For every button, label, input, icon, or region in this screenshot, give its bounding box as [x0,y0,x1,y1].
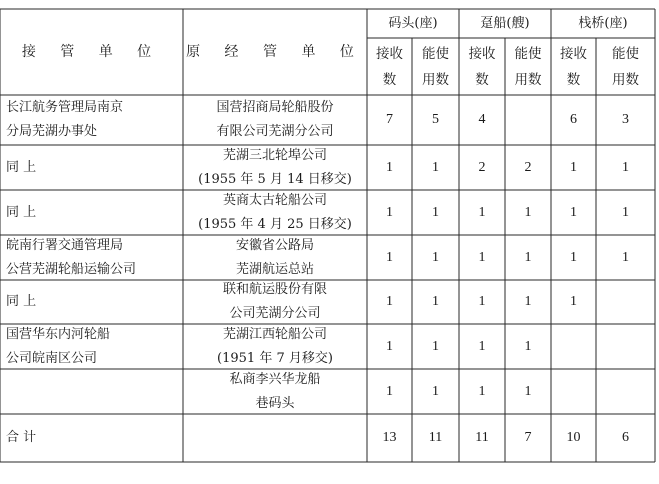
value-cell [596,280,655,324]
total-value [596,414,655,462]
total-value [505,414,551,462]
value-cell [367,145,412,190]
value-cell [551,280,596,324]
subheader-line: 接收 [560,45,587,62]
total-value-text: 7 [524,430,532,445]
value-cell [367,369,412,414]
value-cell [459,145,505,190]
value-cell [551,369,596,414]
value-text: 1 [478,249,486,265]
value-text: 1 [622,159,629,175]
receiver-cell [0,145,183,190]
original-line: 芜湖航运总站 [235,261,314,277]
receiver-cell [0,95,183,145]
value-cell [596,235,655,280]
value-cell [367,190,412,235]
value-cell [596,369,655,414]
value-cell [551,190,596,235]
subheader-usable [412,38,459,95]
value-cell [367,235,412,280]
value-text: 3 [622,112,629,127]
value-cell [551,324,596,369]
original-line: (1951 年 7 月移交) [217,350,333,366]
value-text: 1 [524,204,532,220]
value-cell [596,145,655,190]
value-cell [412,190,459,235]
subheader-line: 用数 [514,71,542,88]
value-text: 1 [622,204,629,220]
receiver-line: 公营芜湖轮船运输公司 [6,261,137,277]
value-cell [459,324,505,369]
value-text: 1 [478,204,486,220]
subheader-line: 接收 [376,45,403,62]
receiver-line: 分局芜湖办事处 [6,124,98,139]
receiver-line: 同 上 [6,204,37,220]
value-text: 2 [478,159,486,175]
total-value [459,414,505,462]
value-cell [459,280,505,324]
total-value [412,414,459,462]
value-cell [412,369,459,414]
header-receiver [0,9,183,95]
value-text: 1 [524,338,532,354]
value-text: 1 [570,249,577,265]
value-cell [505,280,551,324]
value-cell [459,190,505,235]
subheader-line: 能使 [514,45,542,62]
subheader-line: 接收 [468,45,496,62]
value-text: 1 [386,338,393,354]
value-text: 1 [524,383,532,399]
value-cell [412,280,459,324]
total-value-text: 10 [566,430,581,445]
group-label: 栈桥(座) [578,15,628,31]
value-cell [596,190,655,235]
original-line: 私商李兴华龙船 [229,371,321,387]
value-cell [505,235,551,280]
value-text: 1 [386,383,393,399]
original-line: 公司芜湖分公司 [229,306,321,321]
subheader-line: 能使 [612,45,639,62]
value-cell [367,95,412,145]
value-cell [505,95,551,145]
header-receiver-label: 接 管 单 位 [21,44,162,60]
value-cell [551,235,596,280]
receiver-line: 国营华东内河轮船 [6,326,111,342]
original-cell [183,235,367,280]
value-text: 1 [570,159,577,175]
original-line: (1955 年 5 月 14 日移交) [198,171,352,187]
subheader-line: 用数 [612,71,639,88]
total-value [551,414,596,462]
group-label: 趸船(艘) [480,15,530,31]
total-label-cell [0,414,183,462]
original-line: 芜湖三北轮埠公司 [222,147,327,163]
value-cell [367,280,412,324]
subheader-line: 数 [382,71,397,88]
receiver-line: 同 上 [6,159,37,175]
value-text: 1 [478,338,486,354]
header-group-wharf [367,9,459,38]
header-group-pontoon [459,9,551,38]
subheader-receive [551,38,596,95]
value-text: 1 [478,383,486,399]
receiver-line: 皖南行署交通管理局 [6,237,124,253]
total-value [367,414,412,462]
total-value-text: 13 [382,430,397,445]
original-cell [183,95,367,145]
value-text: 1 [622,249,629,265]
header-original-label: 原 经 管 单 位 [186,44,364,60]
value-text: 4 [478,112,486,127]
subheader-line: 用数 [422,71,449,88]
original-line: 安徽省公路局 [235,237,314,253]
original-cell [183,280,367,324]
total-label: 合 计 [6,430,37,445]
header-original [183,9,367,95]
receiver-cell [0,369,183,414]
value-cell [459,369,505,414]
total-value-text: 11 [428,430,443,445]
original-line: 国营招商局轮船股份 [216,100,334,115]
value-cell [505,145,551,190]
subheader-line: 数 [566,71,581,88]
original-cell [183,369,367,414]
receiver-cell [0,324,183,369]
value-text: 1 [478,294,486,309]
original-line: 巷码头 [255,395,295,411]
value-text: 1 [386,204,393,220]
value-text: 1 [386,249,393,265]
header-group-trestle [551,9,655,38]
original-line: (1955 年 4 月 25 日移交) [198,216,352,232]
value-text: 1 [432,249,439,265]
value-text: 1 [386,294,393,309]
receiver-line: 公司皖南区公司 [6,350,98,366]
total-value-text: 11 [475,430,489,445]
value-cell [505,324,551,369]
total-value-text: 6 [622,430,629,445]
value-text: 1 [432,383,439,399]
value-cell [596,95,655,145]
value-text: 1 [432,338,439,354]
value-text: 2 [524,159,532,175]
original-cell [183,190,367,235]
original-cell [183,145,367,190]
value-text: 5 [432,112,439,127]
value-cell [551,145,596,190]
value-cell [596,324,655,369]
value-text: 7 [386,112,393,127]
value-text: 1 [432,159,439,175]
subheader-line: 数 [475,71,489,88]
value-text: 1 [432,294,439,309]
original-line: 芜湖江西轮船公司 [222,326,327,342]
value-text: 1 [524,294,532,309]
value-cell [412,145,459,190]
value-text: 6 [570,112,577,127]
receiver-cell [0,235,183,280]
receiver-line: 同 上 [6,294,37,309]
value-cell [367,324,412,369]
value-cell [459,235,505,280]
total-original-cell [183,414,367,462]
value-cell [505,369,551,414]
value-text: 1 [524,249,532,265]
subheader-receive [367,38,412,95]
value-cell [551,95,596,145]
value-text: 1 [432,204,439,220]
receiver-cell [0,190,183,235]
value-cell [412,324,459,369]
original-line: 有限公司芜湖分公司 [216,124,334,139]
value-cell [412,235,459,280]
value-cell [412,95,459,145]
value-cell [505,190,551,235]
subheader-receive [459,38,505,95]
subheader-usable [596,38,655,95]
original-line: 英商太古轮船公司 [222,192,327,208]
receiver-line: 长江航务管理局南京 [6,100,124,115]
value-cell [459,95,505,145]
value-text: 1 [386,159,393,175]
original-line: 联和航运股份有限 [222,282,327,297]
value-text: 1 [570,204,577,220]
group-label: 码头(座) [388,15,438,31]
value-text: 1 [570,294,577,309]
subheader-usable [505,38,551,95]
subheader-line: 能使 [422,45,449,62]
original-cell [183,324,367,369]
receiver-cell [0,280,183,324]
